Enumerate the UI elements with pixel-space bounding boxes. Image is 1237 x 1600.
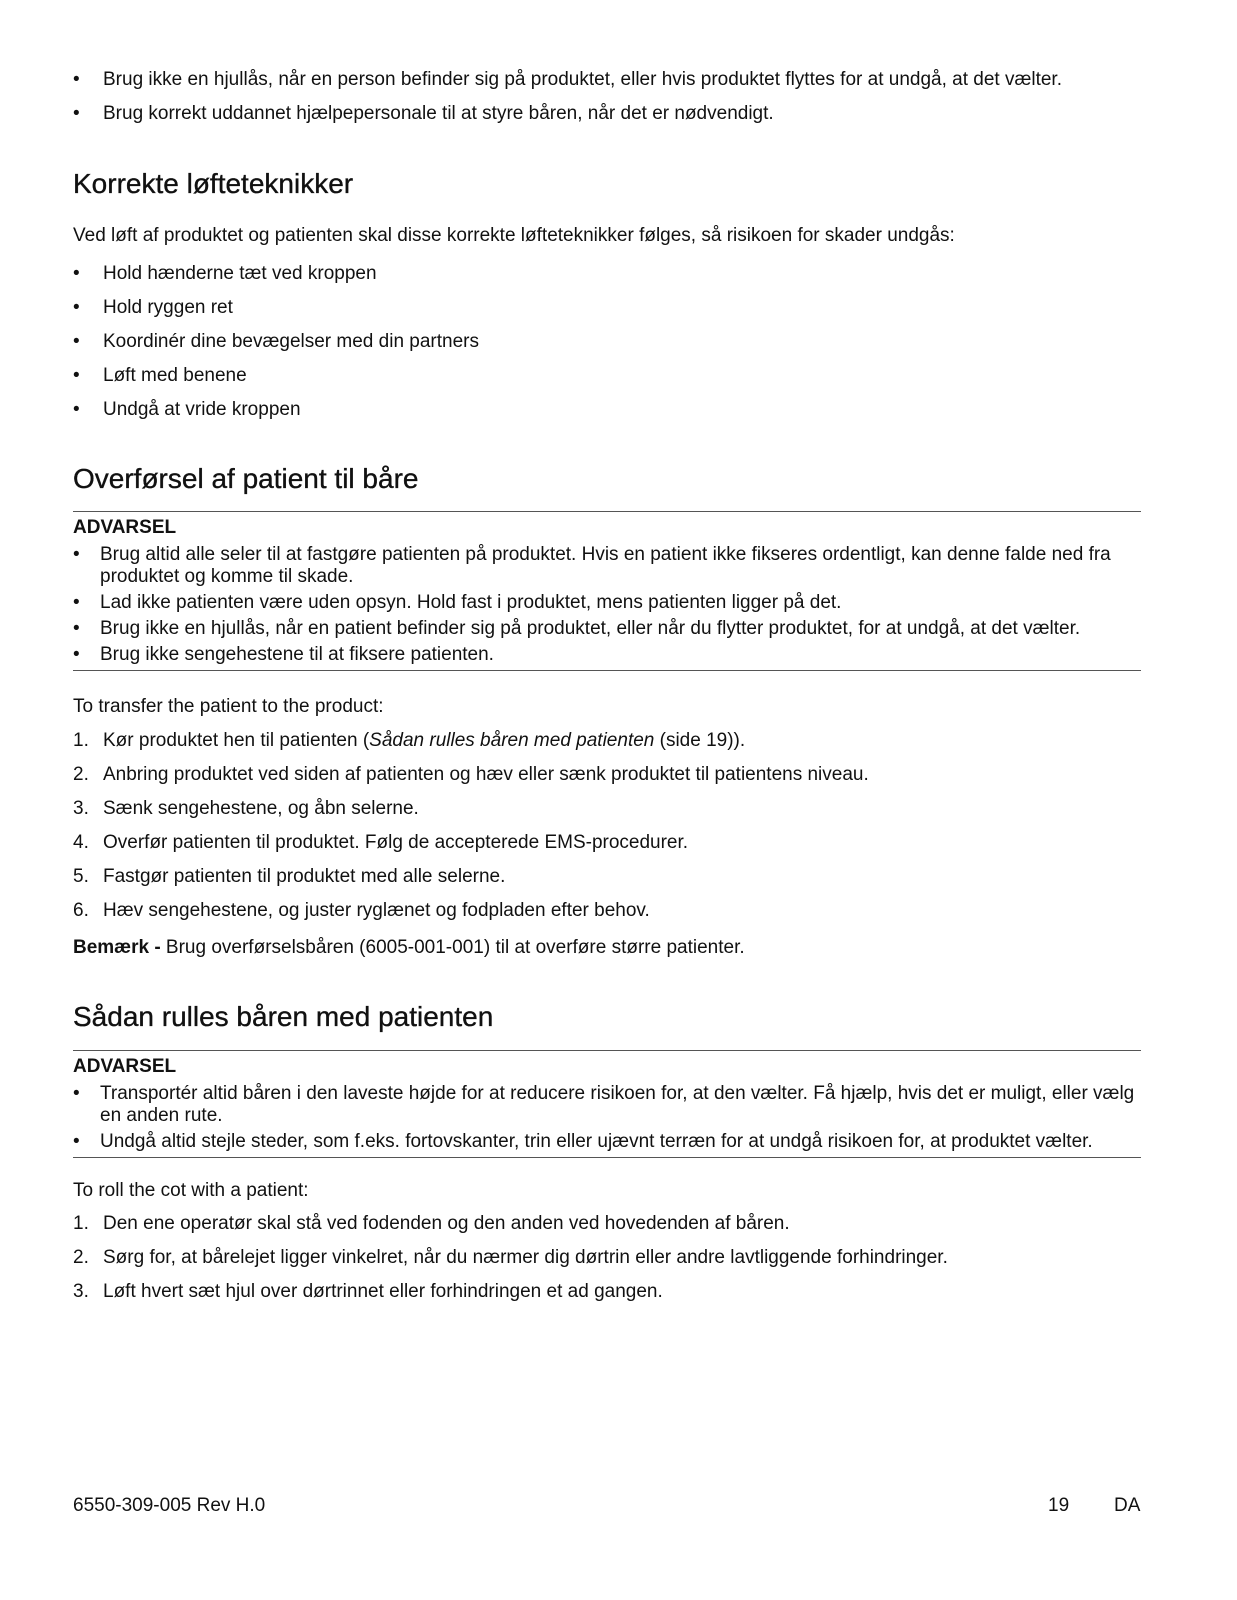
step-item <box>73 1212 1165 1236</box>
step-text: Anbring produktet ved siden af patienten og hæv eller sænk produktet til patientens niveau. <box>103 764 869 785</box>
warning-item-text: Transportér altid båren i den laveste højde for at reducere risikoen for, at den vælter. Få hjælp, hvis det er muligt, eller vælg en anden rute. <box>100 1083 1135 1126</box>
step-text: Hæv sengehestene, og juster ryglænet og fodpladen efter behov. <box>103 900 650 921</box>
list-item <box>73 364 1165 388</box>
warning-box-roll <box>73 1050 1141 1158</box>
step-item <box>73 865 1165 889</box>
list-item-text: Undgå at vride kroppen <box>103 399 301 420</box>
list-item <box>73 296 1165 320</box>
cross-reference-link[interactable]: Sådan rulles båren med patienten <box>369 730 655 751</box>
warning-box-transfer <box>73 511 1141 671</box>
step-item <box>73 1280 1165 1304</box>
note <box>73 936 745 960</box>
step-item <box>73 1246 1165 1270</box>
roll-intro: To roll the cot with a patient: <box>73 1180 309 1201</box>
step-item <box>73 797 1165 821</box>
warning-item-text: Brug ikke sengehestene til at fiksere patienten. <box>100 644 494 665</box>
top-bullet-list <box>73 68 1165 136</box>
section-heading-roll: Sådan rulles båren med patienten <box>73 1001 494 1032</box>
warning-item <box>73 644 1141 666</box>
page-number: 19 <box>1048 1495 1070 1516</box>
step-number: 2. <box>73 764 89 785</box>
bullet-marker: • <box>73 365 80 386</box>
step-text: Overfør patienten til produktet. Følg de accepterede EMS-procedurer. <box>103 832 689 853</box>
warning-title: ADVARSEL <box>73 1056 177 1077</box>
warning-item-text: Undgå altid stejle steder, som f.eks. fortovskanter, trin eller ujævnt terræn for at undgå risikoen for, at produktet vælter. <box>100 1131 1093 1152</box>
step-text: Sørg for, at bårelejet ligger vinkelret, når du nærmer dig dørtrin eller andre lavtliggende forhindringer. <box>103 1247 948 1268</box>
bullet-marker: • <box>73 618 80 639</box>
step-item <box>73 729 1165 753</box>
step-item <box>73 899 1165 923</box>
warning-list <box>73 544 1141 666</box>
step-text: Fastgør patienten til produktet med alle selerne. <box>103 866 506 887</box>
step-text: Den ene operatør skal stå ved fodenden og den anden ved hovedenden af båren. <box>103 1213 790 1234</box>
step-number: 3. <box>73 1281 89 1302</box>
step-item <box>73 763 1165 787</box>
roll-step-list <box>73 1212 1165 1314</box>
list-item-text: Løft med benene <box>103 365 247 386</box>
transfer-step-list <box>73 729 1165 933</box>
transfer-intro: To transfer the patient to the product: <box>73 696 384 717</box>
list-item <box>73 68 1165 92</box>
bullet-marker: • <box>73 399 80 420</box>
list-item <box>73 398 1165 422</box>
list-item-text: Brug korrekt uddannet hjælpepersonale til at styre båren, når det er nødvendigt. <box>103 103 774 124</box>
list-item-text: Hold ryggen ret <box>103 297 233 318</box>
list-item-text: Brug ikke en hjullås, når en person befinder sig på produktet, eller hvis produktet flyttes for at undgå, at det vælter. <box>103 69 1062 90</box>
lifting-intro: Ved løft af produktet og patienten skal disse korrekte løfteteknikker følges, så risikoen for skader undgås: <box>73 225 955 246</box>
warning-item-text: Brug ikke en hjullås, når en patient befinder sig på produktet, eller når du flytter produktet, for at undgå, at det vælter. <box>100 618 1081 639</box>
bullet-marker: • <box>73 297 80 318</box>
warning-item-text: Brug altid alle seler til at fastgøre patienten på produktet. Hvis en patient ikke fikseres ordentligt, kan denne falde ned fra produktet og komme til skade. <box>100 544 1111 587</box>
list-item-text: Koordinér dine bevægelser med din partners <box>103 331 479 352</box>
warning-item <box>73 1131 1141 1153</box>
bullet-marker: • <box>73 103 80 124</box>
list-item <box>73 262 1165 286</box>
bullet-marker: • <box>73 1083 80 1104</box>
step-text: Sænk sengehestene, og åbn selerne. <box>103 798 419 819</box>
step-text-pre: Kør produktet hen til patienten ( <box>103 730 370 751</box>
step-number: 3. <box>73 798 89 819</box>
section-heading-lifting: Korrekte løfteteknikker <box>73 168 354 199</box>
bullet-marker: • <box>73 331 80 352</box>
warning-list <box>73 1083 1141 1153</box>
step-text-post: (side 19)). <box>654 730 746 751</box>
warning-item <box>73 1083 1141 1127</box>
warning-item <box>73 618 1141 640</box>
warning-item <box>73 544 1141 588</box>
step-item <box>73 831 1165 855</box>
bullet-marker: • <box>73 644 80 665</box>
list-item-text: Hold hænderne tæt ved kroppen <box>103 263 377 284</box>
step-text: Løft hvert sæt hjul over dørtrinnet eller forhindringen et ad gangen. <box>103 1281 663 1302</box>
bullet-marker: • <box>73 69 80 90</box>
step-number: 1. <box>73 1213 89 1234</box>
bullet-marker: • <box>73 263 80 284</box>
document-number: 6550-309-005 Rev H.0 <box>73 1495 266 1516</box>
warning-title: ADVARSEL <box>73 517 177 538</box>
bullet-marker: • <box>73 1131 80 1152</box>
step-number: 6. <box>73 900 89 921</box>
list-item <box>73 102 1165 126</box>
language-code: DA <box>1114 1495 1141 1516</box>
note-label: Bemærk - <box>73 937 161 958</box>
bullet-marker: • <box>73 544 80 565</box>
warning-item <box>73 592 1141 614</box>
list-item <box>73 330 1165 354</box>
step-number: 5. <box>73 866 89 887</box>
bullet-marker: • <box>73 592 80 613</box>
step-number: 1. <box>73 730 89 751</box>
note-text: Brug overførselsbåren (6005-001-001) til at overføre større patienter. <box>160 937 745 958</box>
step-number: 2. <box>73 1247 89 1268</box>
warning-item-text: Lad ikke patienten være uden opsyn. Hold fast i produktet, mens patienten ligger på det. <box>100 592 842 613</box>
section-heading-transfer: Overførsel af patient til båre <box>73 463 419 494</box>
step-number: 4. <box>73 832 89 853</box>
lifting-bullet-list <box>73 262 1165 432</box>
